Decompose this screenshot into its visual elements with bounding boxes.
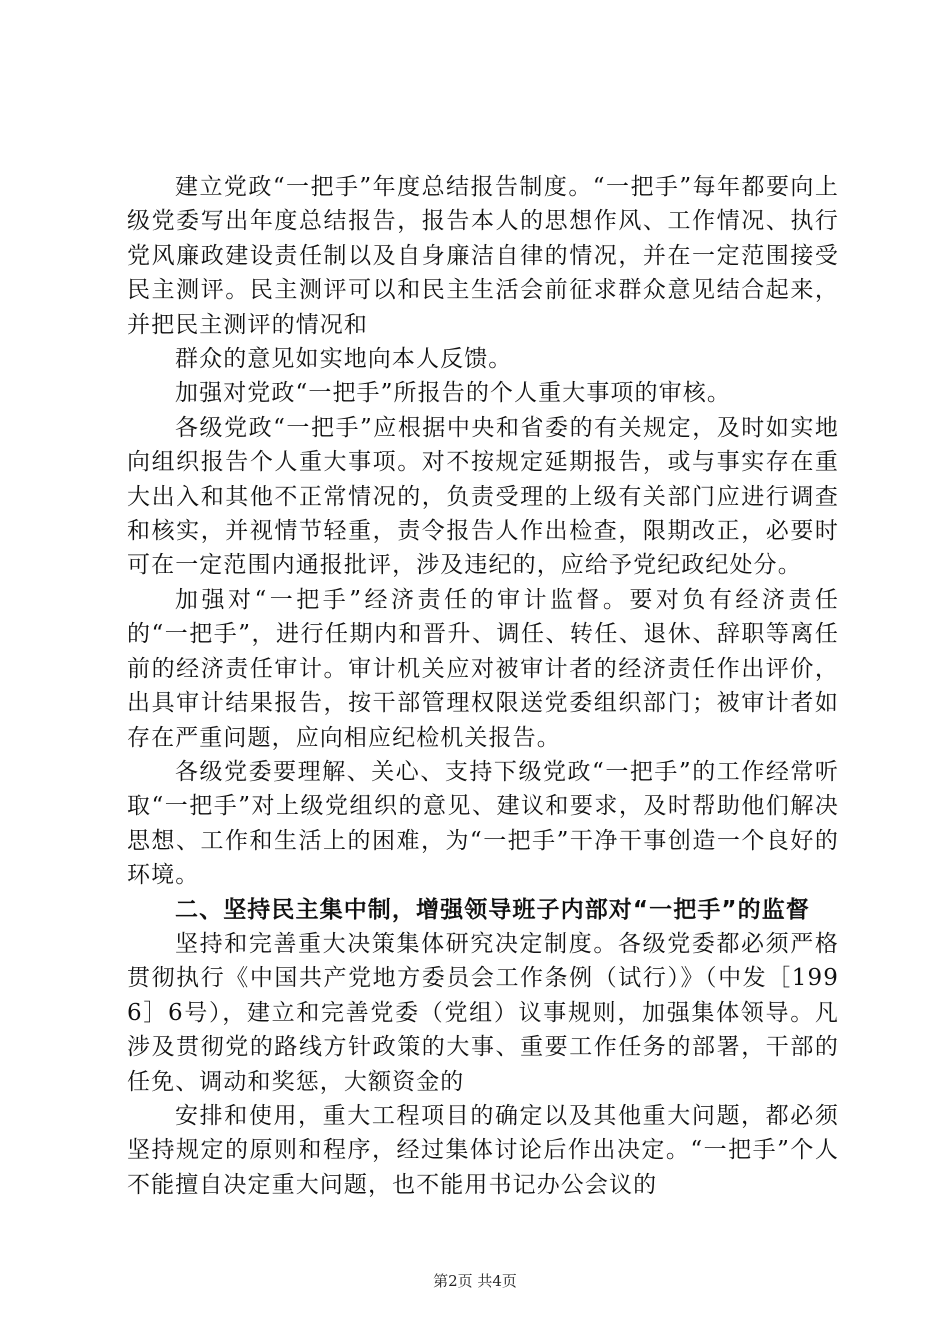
paragraph: 群众的意见如实地向本人反馈。	[175, 346, 513, 373]
section-heading: 二、坚持民主集中制，增强领导班子内部对“一把手”的监督	[175, 896, 810, 923]
paragraph: 各级党政“一把手”应根据中央和省委的有关规定，及时如实地向组织报告个人重大事项。对不按规定延期报告，或与事实存在重大出入和其他不正常情况的，负责受理的上级有关部门应进行调查和核实，并视情节轻重，责令报告人作出检查，限期改正，必要时可在一定范围内通报批评，涉及违纪的，应给予党纪政纪处分。	[127, 414, 839, 579]
page-footer	[0, 1270, 950, 1291]
paragraph: 加强对党政“一把手”所报告的个人重大事项的审核。	[175, 380, 731, 407]
paragraph: 各级党委要理解、关心、支持下级党政“一把手”的工作经常听取“一把手”对上级党组织的意见、建议和要求，及时帮助他们解决思想、工作和生活上的困难，为“一把手”干净干事创造一个良好的环境。	[127, 758, 839, 889]
paragraph: 加强对“一把手”经济责任的审计监督。要对负有经济责任的“一把手”，进行任期内和晋升、调任、转任、退休、辞职等离任前的经济责任审计。审计机关应对被审计者的经济责任作出评价，出具审计结果报告，按干部管理权限送党委组织部门；被审计者如存在严重问题，应向相应纪检机关报告。	[127, 586, 839, 751]
paragraph: 安排和使用，重大工程项目的确定以及其他重大问题，都必须坚持规定的原则和程序，经过集体讨论后作出决定。“一把手”个人不能擅自决定重大问题，也不能用书记办公会议的	[127, 1102, 839, 1198]
paragraph: 建立党政“一把手”年度总结报告制度。“一把手”每年都要向上级党委写出年度总结报告，报告本人的思想作风、工作情况、执行党风廉政建设责任制以及自身廉洁自律的情况，并在一定范围接受民主测评。民主测评可以和民主生活会前征求群众意见结合起来，并把民主测评的情况和	[127, 174, 839, 338]
page-number: 第2页 共4页	[433, 1272, 517, 1290]
document-body	[127, 170, 839, 1202]
paragraph: 坚持和完善重大决策集体研究决定制度。各级党委都必须严格贯彻执行《中国共产党地方委员会工作条例（试行）》（中发［1996］6号），建立和完善党委（党组）议事规则，加强集体领导。凡涉及贯彻党的路线方针政策的大事、重要工作任务的部署，干部的任免、调动和奖惩，大额资金的	[127, 930, 839, 1095]
